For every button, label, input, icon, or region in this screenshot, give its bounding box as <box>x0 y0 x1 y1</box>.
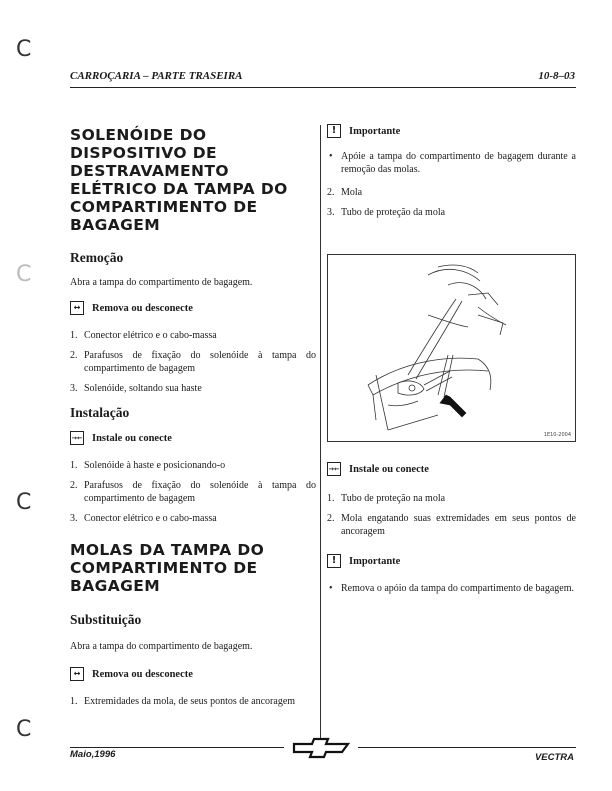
punch-hole-mark: C <box>16 37 32 62</box>
punch-hole-mark: C <box>16 717 32 742</box>
install-arrows-icon: →← <box>70 431 84 445</box>
list-item: 2. Parafusos de fixação do solenóide à tampa do compartimento de bagagem <box>70 350 316 374</box>
step-text: Conector elétrico e o cabo-massa <box>84 330 217 341</box>
title-line: COMPARTIMENTO DE <box>70 198 258 216</box>
footer-rule-left <box>70 747 284 748</box>
footer-model: VECTRA <box>534 752 574 763</box>
title-line: MOLAS DA TAMPA DO <box>70 541 265 559</box>
figure-code: 1E10-2004 <box>543 432 571 438</box>
removal-heading: Remoção <box>70 250 124 265</box>
step-text: Parafusos de fixação do solenóide à tampa do compartimento de bagagem <box>84 480 316 504</box>
list-item: • Remova o apóio da tampa do compartimento de bagagem. <box>329 583 574 594</box>
trunk-lid-spring-figure <box>327 254 576 442</box>
remove-label: Remova ou desconecte <box>92 302 193 314</box>
important-note-list <box>327 150 576 176</box>
step-text: Tubo de proteção da mola <box>341 207 446 218</box>
list-item: 2. Mola engatando suas extremidades em seus pontos de ancoragem <box>327 513 576 537</box>
important-note-header-2 <box>327 554 576 568</box>
important-note-header <box>327 124 576 138</box>
replace-intro: Abra a tampa do compartimento de bagagem. <box>70 641 253 652</box>
install-heading: Instalação <box>70 405 130 420</box>
install-instruction-2 <box>327 462 576 476</box>
list-item: • Apóie a tampa do compartimento de bagagem durante a remoção das molas. <box>329 151 576 175</box>
trunk-lid-illustration <box>328 255 575 441</box>
remove-arrows-icon: ↔ <box>70 667 84 681</box>
remove-instruction <box>70 301 316 315</box>
punch-hole-mark: C <box>16 490 32 515</box>
step-text: Solenóide à haste e posicionando-o <box>84 460 226 471</box>
install-arrows-icon: →← <box>327 462 341 476</box>
title-line: ELÉTRICO DA TAMPA DO <box>70 180 288 198</box>
header-rule <box>70 87 576 88</box>
remove-label-2: Remova ou desconecte <box>92 668 193 680</box>
section-title-springs <box>70 541 316 595</box>
install-label: Instale ou conecte <box>92 432 172 444</box>
list-item: 3. Solenóide, soltando sua haste <box>70 383 202 394</box>
left-column <box>70 126 316 715</box>
title-line: BAGAGEM <box>70 577 161 595</box>
replace-heading: Substituição <box>70 612 142 627</box>
right-column <box>327 124 576 226</box>
remove-instruction-2 <box>70 667 316 681</box>
list-item: 1. Conector elétrico e o cabo-massa <box>70 330 217 341</box>
install-steps-2 <box>327 492 576 538</box>
install-label-2: Instale ou conecte <box>349 463 429 475</box>
title-line: COMPARTIMENTO DE <box>70 559 258 577</box>
title-line: DESTRAVAMENTO <box>70 162 229 180</box>
title-line: BAGAGEM <box>70 216 161 234</box>
running-header-section: CARROÇARIA – PARTE TRASEIRA <box>70 70 243 82</box>
removal-steps <box>70 329 316 395</box>
footer-date: Maio,1996 <box>70 749 116 760</box>
removal-intro: Abra a tampa do compartimento de bagagem. <box>70 277 253 288</box>
note-text: Apóie a tampa do compartimento de bagagem durante a remoção das molas. <box>341 151 576 175</box>
footer-rule-right <box>358 747 576 748</box>
warning-icon: ! <box>327 124 341 138</box>
running-header-page: 10-8–03 <box>538 70 575 82</box>
removal-steps-cont <box>327 186 576 219</box>
important-note-list-2 <box>327 582 576 595</box>
punch-hole-mark: C <box>16 262 32 287</box>
important-label-2: Importante <box>349 555 401 567</box>
install-instruction <box>70 431 316 445</box>
list-item: 3. Tubo de proteção da mola <box>327 207 446 218</box>
list-item: 2. Mola <box>327 187 363 198</box>
remove-arrows-icon: ↔ <box>70 301 84 315</box>
list-item: 2. Parafusos de fixação do solenóide à tampa do compartimento de bagagem <box>70 480 316 504</box>
pointer-arrow <box>440 395 466 417</box>
step-text: Parafusos de fixação do solenóide à tampa do compartimento de bagagem <box>84 350 316 374</box>
step-text: Tubo de proteção na mola <box>341 493 446 504</box>
chevrolet-bowtie-logo <box>292 737 350 759</box>
section-title-solenoid <box>70 126 316 234</box>
step-text: Mola <box>341 187 363 198</box>
note-text: Remova o apóio da tampa do compartimento de bagagem. <box>341 583 574 594</box>
replace-steps <box>70 695 316 708</box>
right-column-lower <box>327 462 576 602</box>
column-divider <box>320 125 321 741</box>
title-line: SOLENÓIDE DO <box>70 126 207 144</box>
title-line: DISPOSITIVO DE <box>70 144 217 162</box>
step-text: Solenóide, soltando sua haste <box>84 383 202 394</box>
step-text: Mola engatando suas extremidades em seus pontos de ancoragem <box>341 513 576 537</box>
warning-icon: ! <box>327 554 341 568</box>
step-text: Extremidades da mola, de seus pontos de ancoragem <box>84 696 296 707</box>
list-item: 1. Extremidades da mola, de seus pontos de ancoragem <box>70 696 296 707</box>
list-item: 1. Solenóide à haste e posicionando-o <box>70 460 226 471</box>
step-text: Conector elétrico e o cabo-massa <box>84 513 217 524</box>
important-label: Importante <box>349 125 401 137</box>
list-item: 1. Tubo de proteção na mola <box>327 493 446 504</box>
install-steps <box>70 459 316 525</box>
list-item: 3. Conector elétrico e o cabo-massa <box>70 513 217 524</box>
